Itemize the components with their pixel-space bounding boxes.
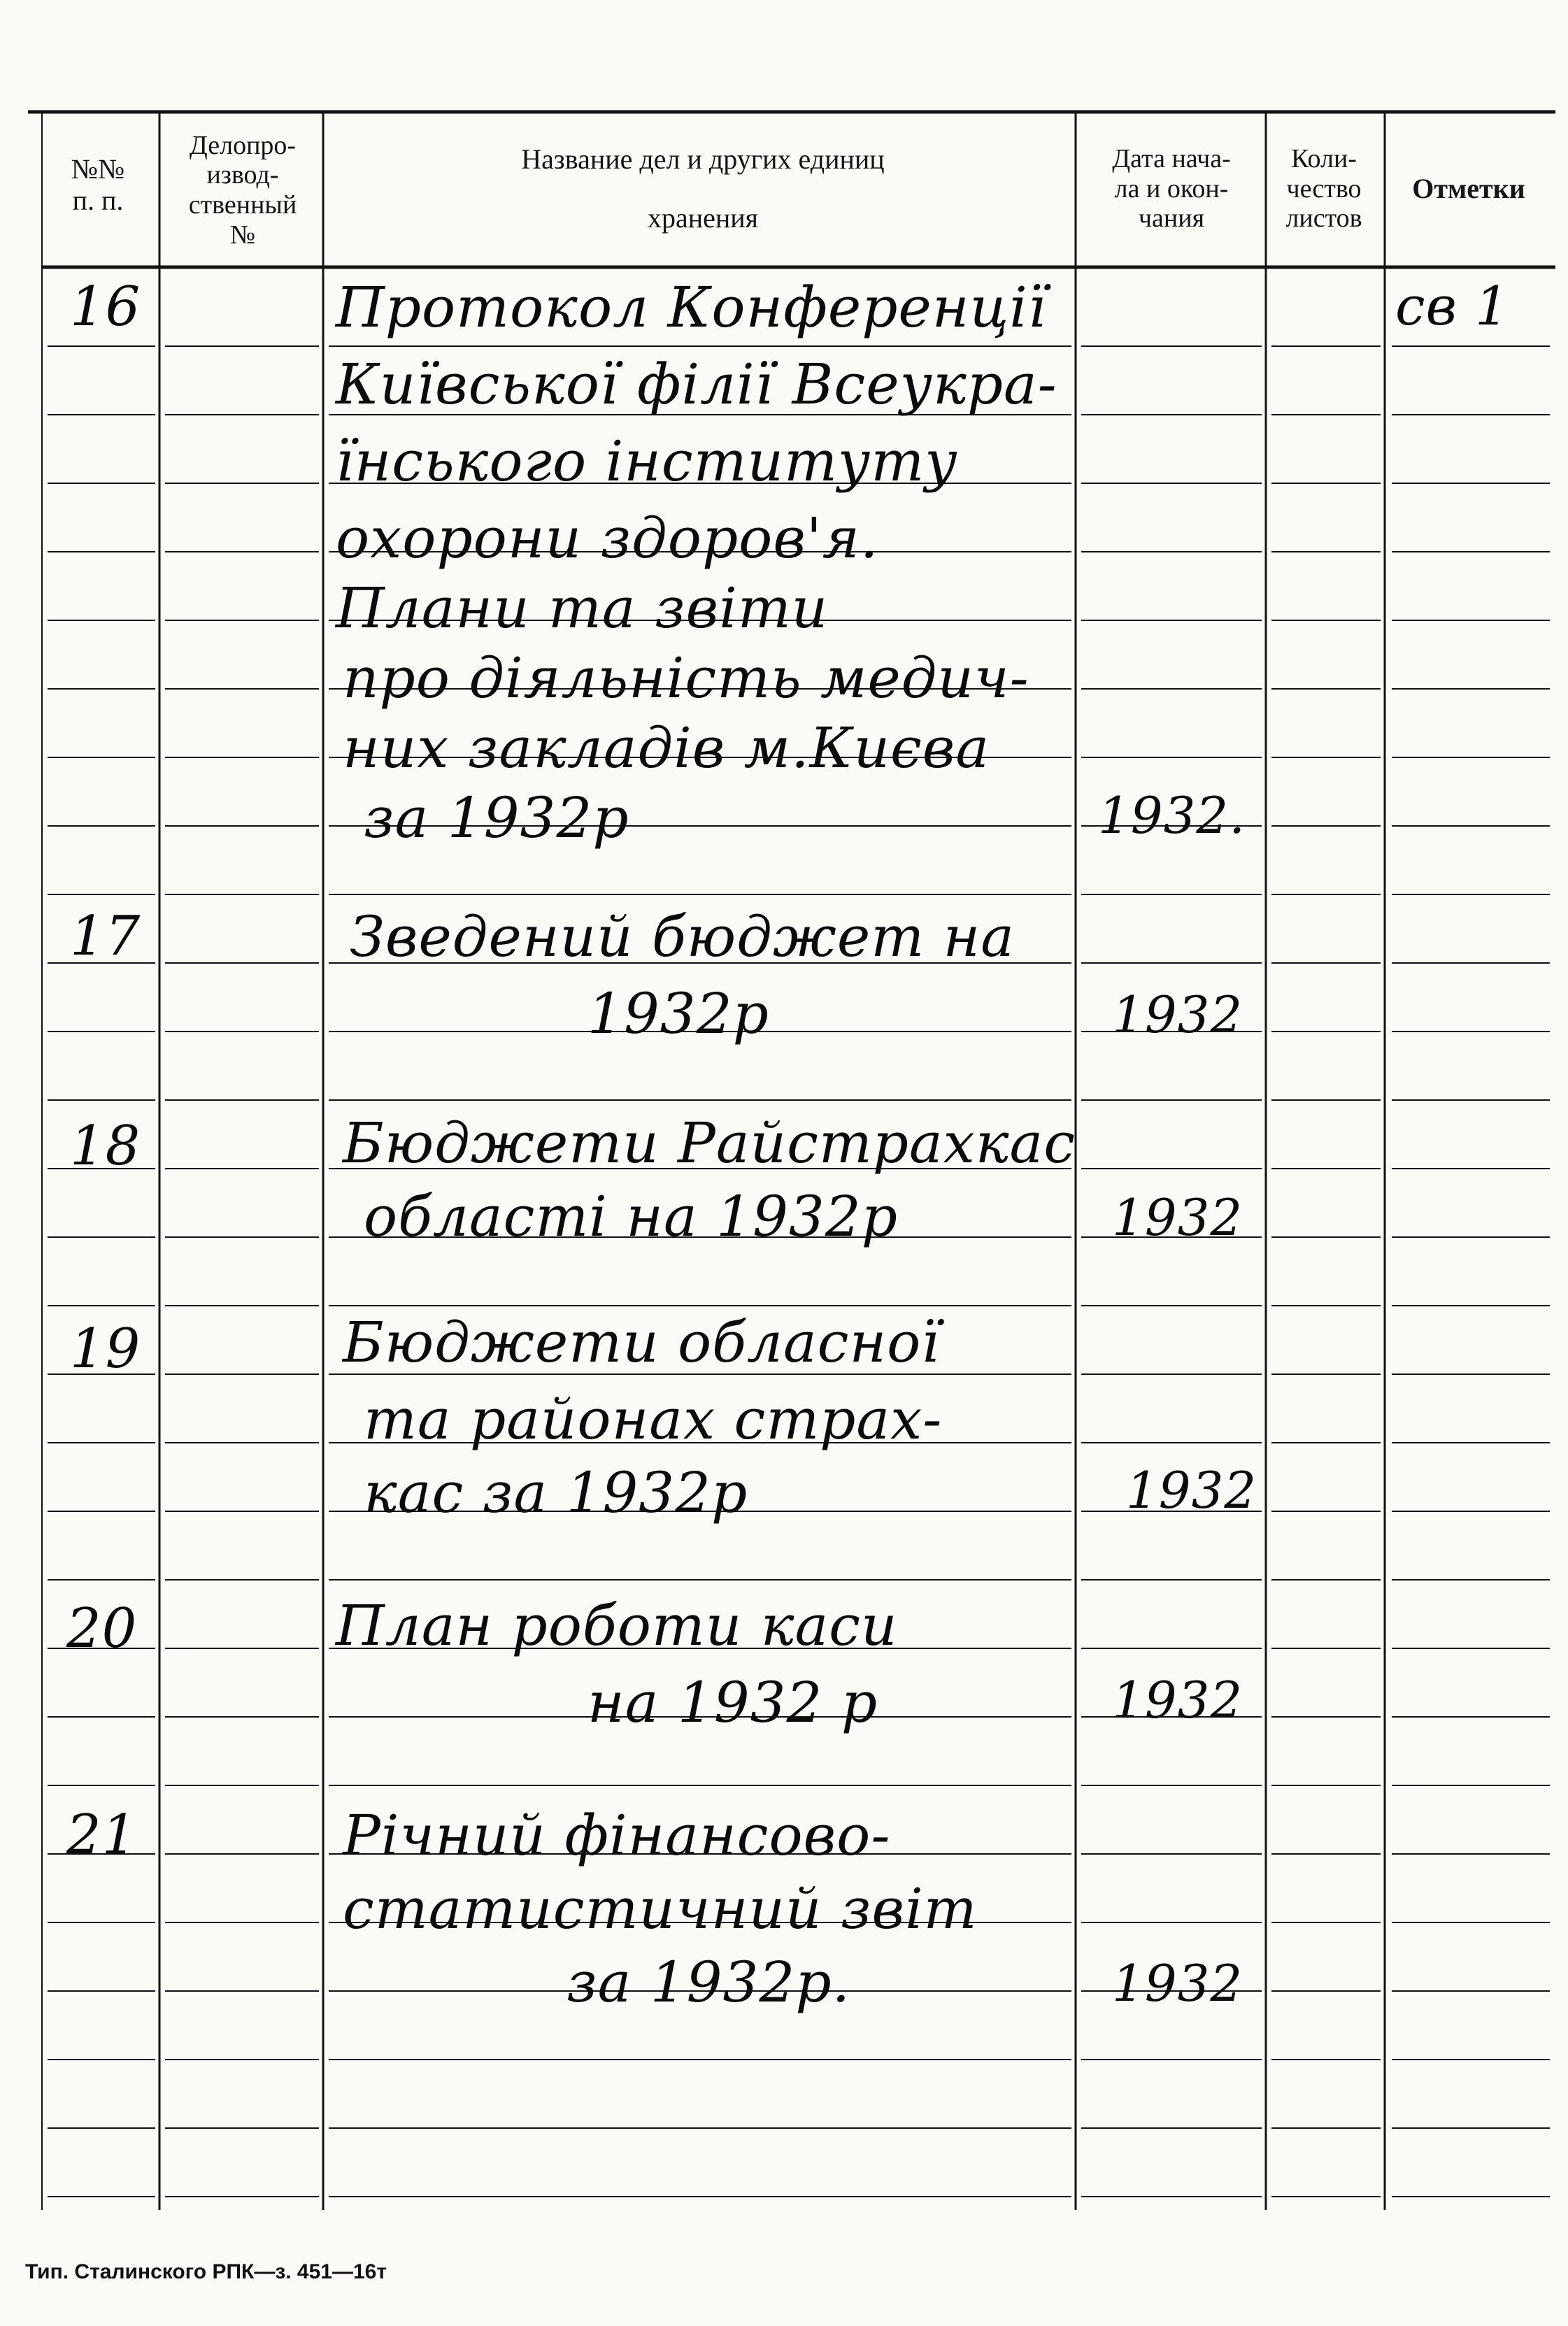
printer-imprint: Тип. Сталинского РПК—з. 451—16т [25, 2260, 387, 2283]
entry-title-line: за 1932р [364, 785, 629, 850]
header-item-number: №№ п. п. [71, 153, 125, 216]
entry-date: 1932 [1112, 1671, 1243, 1729]
entry-title-line: про діяльність медич- [343, 645, 1029, 711]
header-notes: Отметки [1412, 172, 1525, 204]
entry-title-line: області на 1932р [364, 1184, 898, 1249]
entry-number: 20 [66, 1597, 138, 1660]
entry-title-line: План роботи каси [336, 1593, 898, 1658]
header-office-number: Делопро- извод- ственный № [188, 130, 297, 250]
entry-title-line: Зведений бюджет на [350, 904, 1015, 969]
entry-title-line: статистичний звіт [343, 1876, 978, 1941]
entry-title-line: Бюджети Райстрахкас [343, 1111, 1076, 1176]
entry-number: 17 [70, 905, 141, 968]
entry-title-line: Київської філії Всеукра- [336, 352, 1057, 417]
header-sheet-count: Коли- чество листов [1285, 144, 1362, 234]
entry-title-line: 1932р [587, 981, 769, 1046]
entry-date: 1932 [1112, 985, 1243, 1044]
entry-title-line: та районах страх- [364, 1387, 943, 1452]
entry-date: 1932 [1126, 1461, 1257, 1520]
entry-title-line: них закладів м.Києва [343, 715, 990, 780]
entry-number: 18 [70, 1115, 141, 1178]
header-dates: Дата нача- ла и окон- чания [1112, 144, 1231, 234]
entry-title-line: Протокол Конференції [336, 275, 1047, 340]
header-title: Название дел и других единиц хранения [521, 143, 885, 234]
entry-number: 21 [66, 1804, 138, 1867]
entry-date: 1932. [1098, 786, 1246, 845]
entry-title-line: Плани та звіти [336, 576, 829, 641]
entry-date: 1932 [1112, 1954, 1243, 2013]
entry-date: 1932 [1112, 1188, 1243, 1247]
entry-note: св 1 [1395, 275, 1510, 337]
entry-title-line: Бюджети обласної [343, 1310, 940, 1375]
entry-number: 19 [70, 1318, 141, 1380]
entry-title-line: кас за 1932р [364, 1460, 748, 1525]
entry-title-line: охорони здоров'я. [336, 506, 879, 571]
entry-title-line: на 1932 р [587, 1670, 878, 1735]
entry-title-line: їнського інституту [336, 429, 958, 494]
entry-title-line: за 1932р. [566, 1950, 850, 2015]
entry-number: 16 [70, 276, 141, 338]
entry-title-line: Річний фінансово- [343, 1803, 891, 1868]
